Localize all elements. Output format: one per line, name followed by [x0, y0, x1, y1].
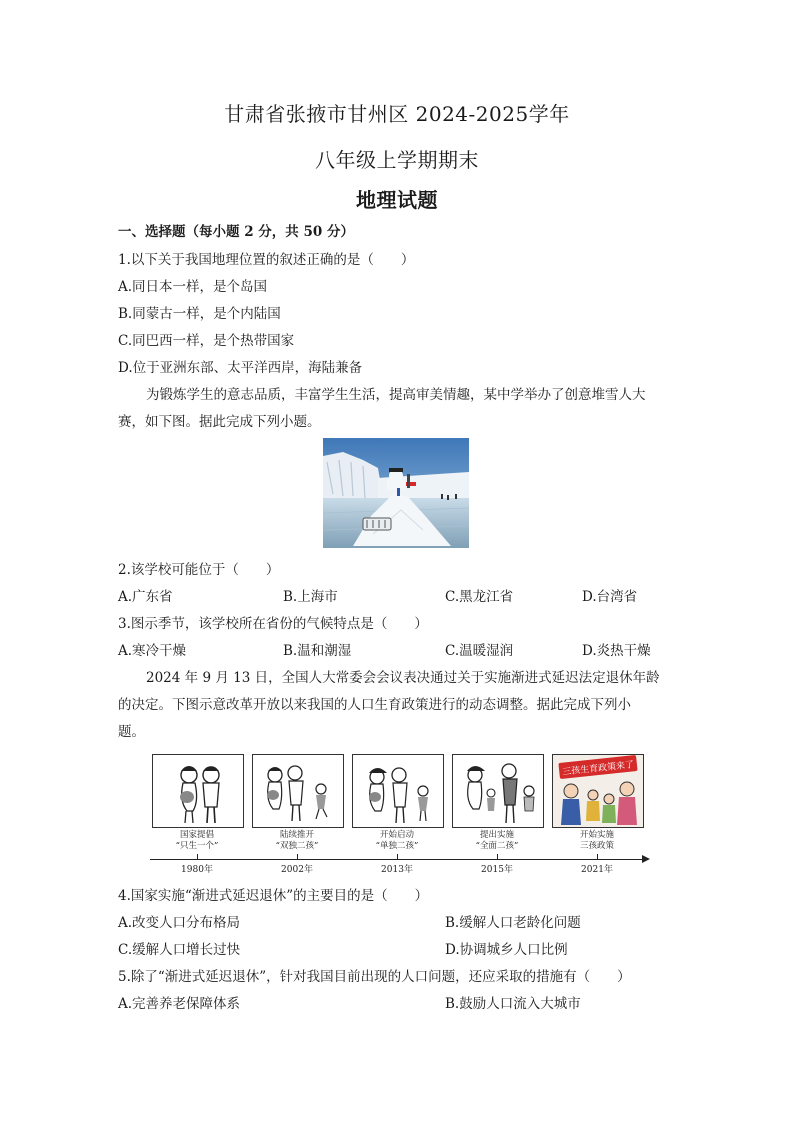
- panel-double-single-two-child: [252, 754, 344, 828]
- passage-1-line-1: 为锻炼学生的意志品质，丰富学生生活，提高审美情趣，某中学举办了创意堆雪人大: [146, 387, 646, 403]
- exam-title-line1: 甘肃省张掖市甘州区 2024-2025学年: [224, 102, 570, 126]
- panel-4-caption-line1: 提出实施: [479, 830, 514, 840]
- panel-one-child: [152, 754, 244, 828]
- passage-1-line-2: 赛，如下图。据此完成下列小题。: [118, 414, 321, 430]
- panel-3-year: 2013年: [381, 865, 413, 875]
- question-2-stem: 2.该学校可能位于（ ）: [118, 562, 280, 578]
- section-heading: 一、选择题（每小题 2 分，共 50 分）: [118, 224, 354, 240]
- timeline-tick: [297, 854, 298, 859]
- question-2-option-a: A.广东省: [118, 589, 173, 605]
- question-4-option-b: B.缓解人口老龄化问题: [445, 915, 581, 931]
- timeline-tick: [597, 854, 598, 859]
- question-3-stem: 3.图示季节，该学校所在省份的气候特点是（ ）: [118, 616, 428, 632]
- question-5-option-b: B.鼓励人口流入大城市: [445, 996, 581, 1012]
- passage-2-line-3: 题。: [118, 724, 145, 740]
- question-2-option-d: D.台湾省: [582, 589, 638, 605]
- timeline-tick: [397, 854, 398, 859]
- panel-three-child: [552, 754, 644, 828]
- question-1-option-b: B.同蒙古一样，是个内陆国: [118, 306, 281, 322]
- question-1-option-d: D.位于亚洲东部、太平洋西岸，海陆兼备: [118, 360, 363, 376]
- panel-2-year: 2002年: [281, 865, 313, 875]
- exam-title-line2: 八年级上学期期末: [315, 148, 479, 172]
- panel-1-caption-line2: “只生一个”: [175, 841, 219, 851]
- banner-text: 三孩生育政策来了: [561, 760, 635, 778]
- question-5-option-a: A.完善养老保障体系: [118, 996, 241, 1012]
- panel-5-year: 2021年: [581, 865, 613, 875]
- question-2-option-b: B.上海市: [283, 589, 338, 605]
- timeline-axis: [150, 859, 645, 860]
- panel-4-year: 2015年: [481, 865, 513, 875]
- panel-4-caption-line2: “全面二孩”: [475, 841, 519, 851]
- panel-1-caption-line1: 国家提倡: [179, 830, 214, 840]
- question-2-option-c: C.黑龙江省: [445, 589, 514, 605]
- question-4-option-a: A.改变人口分布格局: [118, 915, 241, 931]
- question-1-option-c: C.同巴西一样，是个热带国家: [118, 333, 295, 349]
- panel-3-caption-line2: “单独二孩”: [375, 841, 419, 851]
- snowman-contest-photo: [323, 438, 469, 548]
- question-4-option-c: C.缓解人口增长过快: [118, 942, 241, 958]
- panel-5-caption: [552, 830, 642, 852]
- panel-5-caption-line1: 开始实施: [579, 830, 614, 840]
- panel-5-caption-line2: 三孩政策: [579, 841, 614, 851]
- exam-title-line3: 地理试题: [356, 188, 438, 212]
- question-4-option-d: D.协调城乡人口比例: [445, 942, 568, 958]
- question-4-stem: 4.国家实施“渐进式延迟退休”的主要目的是（ ）: [118, 888, 429, 904]
- panel-universal-two-child: [452, 754, 544, 828]
- panel-4-caption: [452, 830, 542, 852]
- passage-2-line-1: 2024 年 9 月 13 日，全国人大常委会会议表决通过关于实施渐进式延迟法定退休年龄: [146, 670, 660, 686]
- fertility-policy-timeline: [150, 754, 650, 876]
- question-3-option-a: A.寒冷干燥: [118, 643, 187, 659]
- question-1-option-a: A.同日本一样，是个岛国: [118, 279, 268, 295]
- question-1-stem: 1.以下关于我国地理位置的叙述正确的是（ ）: [118, 252, 415, 268]
- question-3-option-b: B.温和潮湿: [283, 643, 352, 659]
- panel-2-caption-line2: “双独二孩”: [275, 841, 319, 851]
- panel-3-caption: [352, 830, 442, 852]
- passage-2-line-2: 的决定。下图示意改革开放以来我国的人口生育政策进行的动态调整。据此完成下列小: [118, 697, 631, 713]
- panel-2-caption: [252, 830, 342, 852]
- question-5-stem: 5.除了“渐进式延迟退休”，针对我国目前出现的人口问题，还应采取的措施有（ ）: [118, 969, 631, 985]
- panel-3-caption-line1: 开始启动: [379, 830, 414, 840]
- panel-1-caption: [152, 830, 242, 852]
- panel-1-year: 1980年: [181, 865, 213, 875]
- timeline-tick: [197, 854, 198, 859]
- timeline-arrow-icon: [642, 855, 650, 863]
- question-3-option-c: C.温暖湿润: [445, 643, 514, 659]
- question-3-option-d: D.炎热干燥: [582, 643, 651, 659]
- panel-single-two-child: [352, 754, 444, 828]
- panel-2-caption-line1: 陆续推开: [279, 830, 314, 840]
- timeline-tick: [497, 854, 498, 859]
